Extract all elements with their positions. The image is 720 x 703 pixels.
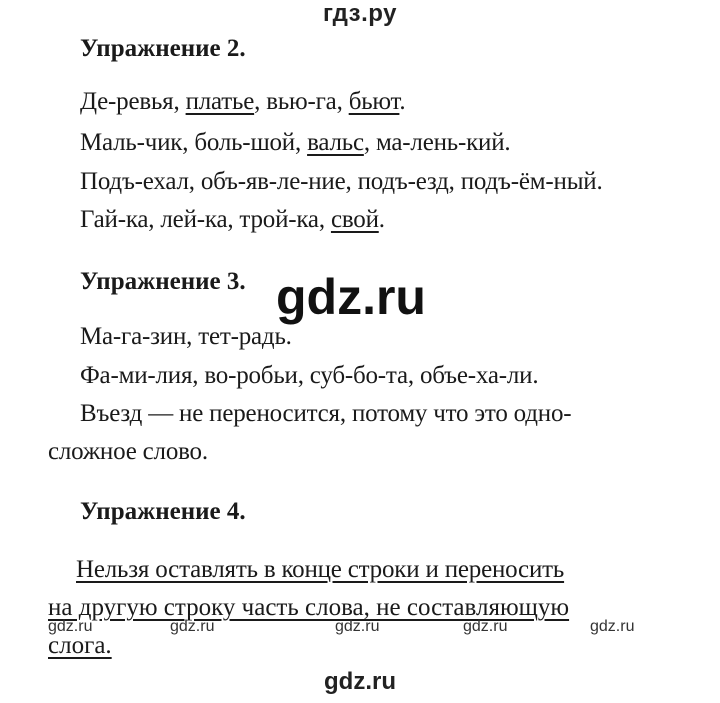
watermark-small-2: gdz.ru [170, 618, 215, 635]
exercise-2-line-1: Де-ревья, платье, вью-га, бьют. [80, 88, 406, 115]
watermark-small-3: gdz.ru [335, 618, 380, 635]
exercise-2-line-3: Подъ-ехал, объ-яв-ле-ние, подъ-езд, подъ-ём-ный. [80, 168, 603, 195]
exercise-3-line-2: Фа-ми-лия, во-робьи, суб-бо-та, объе-ха-ли. [80, 362, 539, 389]
exercise-3-line-3: Въезд — не переносится, потому что это одно- [80, 400, 572, 427]
watermark-small-5: gdz.ru [590, 618, 635, 635]
underlined-word-byut: бьют [348, 88, 400, 115]
exercise-2-title: Упражнение 2. [80, 35, 246, 62]
exercise-4-line-2: на другую строку часть слова, не составляющую [48, 594, 570, 621]
exercise-4-title: Упражнение 4. [80, 498, 246, 525]
watermark-top: гдз.ру [323, 0, 397, 27]
watermark-small-4: gdz.ru [463, 618, 508, 635]
exercise-4-line-3: слога. [48, 632, 112, 659]
exercise-3-line-1: Ма-га-зин, тет-радь. [80, 323, 292, 350]
underlined-word-svoy: свой [330, 206, 379, 233]
exercise-4-line-1: Нельзя оставлять в конце строки и переносить [76, 556, 565, 583]
exercise-2-line-2: Маль-чик, боль-шой, вальс, ма-лень-кий. [80, 129, 511, 156]
exercise-3-title: Упражнение 3. [80, 268, 246, 295]
exercise-3-line-4: сложное слово. [48, 438, 208, 465]
underlined-word-platye: платье [185, 88, 255, 115]
underlined-word-vals: вальс [307, 129, 364, 156]
watermark-small-1: gdz.ru [48, 618, 93, 635]
watermark-center: gdz.ru [276, 269, 426, 325]
exercise-2-line-4: Гай-ка, лей-ка, трой-ка, свой. [80, 206, 385, 233]
watermark-bottom: gdz.ru [324, 668, 396, 695]
